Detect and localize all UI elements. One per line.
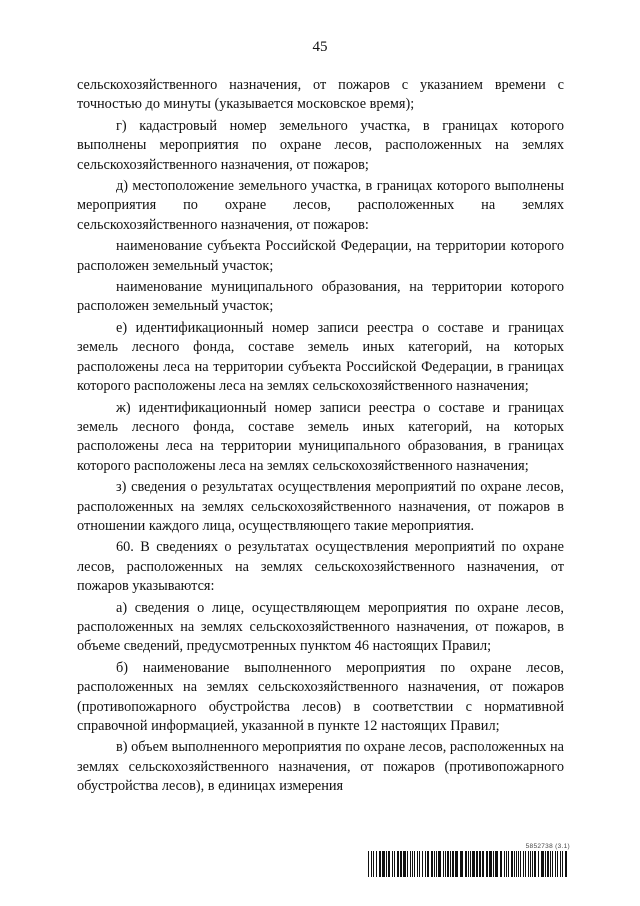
paragraph: сельскохозяйственного назначения, от пожаров с указанием времени с точностью до минуты (указывается московское время); [77,77,564,113]
page-number: 45 [312,39,328,55]
barcode-image [368,851,570,877]
paragraph: д) местоположение земельного участка, в границах которого выполнены мероприятия по охране лесов, расположенных на землях сельскохозяйственного назначения, от пожаров: [77,178,564,233]
document-body [77,76,564,799]
paragraph: наименование субъекта Российской Федерации, на территории которого расположен земельный участок; [77,238,564,274]
paragraph: г) кадастровый номер земельного участка, в границах которого выполнены мероприятия по охране лесов, расположенных на землях сельскохозяйственного назначения, от пожаров; [77,117,564,173]
barcode-number: 5852738 (3.1) [525,843,570,850]
paragraph: в) объем выполненного мероприятия по охране лесов, расположенных на землях сельскохозяйственного назначения, от пожаров (противопожарного обустройства лесов), в единицах измерения [77,739,564,795]
paragraph: наименование муниципального образования, на территории которого расположен земельный участок; [77,279,564,315]
paragraph: а) сведения о лице, осуществляющем мероприятия по охране лесов, расположенных на землях сельскохозяйственного назначения, от пожаров, в объеме сведений, предусмотренных пунктом 46 настоящих Правил; [77,599,564,655]
paragraph: з) сведения о результатах осуществления мероприятий по охране лесов, расположенных на землях сельскохозяйственного назначения, от пожаров в отношении каждого лица, осуществляющего такие мероприятия. [77,479,564,534]
paragraph: 60. В сведениях о результатах осуществления мероприятий по охране лесов, расположенных на землях сельскохозяйственного назначения, от пожаров указываются: [77,539,564,595]
paragraph: ж) идентификационный номер записи реестра о составе и границах земель лесного фонда, составе земель иных категорий, на которых расположены леса на территории муниципального образования, в границах которого расположены леса на землях сельскохозяйственного назначения; [77,399,564,474]
paragraph: е) идентификационный номер записи реестра о составе и границах земель лесного фонда, составе земель иных категорий, на которых расположены леса на территории субъекта Российской Федерации, в границах которого расположены леса на землях сельскохозяйственного назначения; [77,319,564,395]
paragraph: б) наименование выполненного мероприятия по охране лесов, расположенных на землях сельскохозяйственного назначения, от пожаров (противопожарного обустройства лесов) в соответствии с нормативной справочной информацией, указанной в пункте 12 настоящих Правил; [77,659,564,734]
